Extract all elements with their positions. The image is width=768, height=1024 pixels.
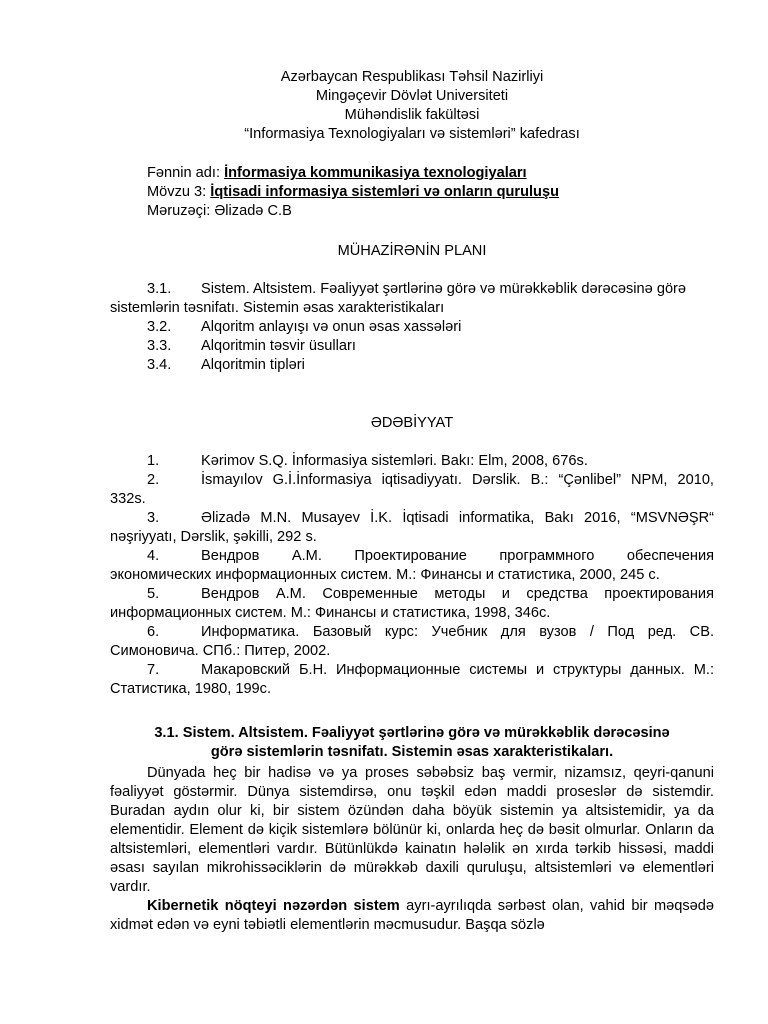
- topic-label: Mövzu 3:: [147, 184, 211, 200]
- plan-item-text: Alqoritmin tipləri: [201, 357, 305, 373]
- section-title-line1: 3.1. Sistem. Altsistem. Fəaliyyət şərtlərinə görə və mürəkkəblik dərəcəsinə: [154, 725, 670, 741]
- literature-list: [110, 452, 714, 699]
- literature-number: 3.: [147, 510, 160, 526]
- literature-number: 2.: [147, 472, 160, 488]
- section-body: [110, 764, 714, 935]
- plan-item-text: Alqoritm anlayışı və onun əsas xassələri: [201, 319, 462, 335]
- literature-item: [110, 585, 714, 623]
- plan-item-text-continued: sistemlərin təsnifatı. Sistemin əsas xarakteristikaları: [110, 300, 445, 316]
- literature-text: Вендров А.М. Современные методы и средства проектирования: [201, 586, 714, 602]
- plan-item-number: 3.1.: [147, 281, 172, 297]
- section-title-line2: görə sistemlərin təsnifatı. Sistemin əsas xarakteristikaları.: [210, 744, 614, 760]
- literature-item: [110, 547, 714, 585]
- literature-text: Вендров А.М. Проектирование программного обеспечения: [201, 548, 714, 564]
- body-paragraph: Dünyada heç bir hadisə və ya proses səbəbsiz baş vermir, nizamsız, qeyri-qanuni fəaliyyət göstərmir. Dünya sistemdirsə, onu təşkil edən maddi proseslər də sistemdir. Buradan aydın olur ki, bir sistem özündən daha böyük sistemin ya altsistemidir, ya da elementidir. Element də kiçik sistemlərə bölünür ki, onlarda heç də bəsit olmurlar. Onların da altsistemləri, elementləri vardır. Bütünlükdə kainatın hələlik ən xırda tərkib hissəsi, maddi əsası sayılan mikrohissəciklərin də mürəkkəb daxili quruluşu, altsistemləri və elementləri vardır.: [110, 765, 714, 895]
- ministry-line: Azərbaycan Respublikası Təhsil Nazirliyi: [280, 69, 544, 85]
- university-line: Mingəçevir Dövlət Universiteti: [315, 88, 509, 104]
- literature-item: [110, 623, 714, 661]
- body-paragraph: [110, 897, 714, 935]
- literature-text-continued: информационных систем. М.: Финансы и статистика, 1998, 346с.: [110, 605, 551, 621]
- topic-row: [147, 183, 714, 202]
- literature-text: Kərimov S.Q. İnformasiya sistemləri. Bakı: Elm, 2008, 676s.: [201, 453, 588, 469]
- department-line: “Informasiya Texnologiyaları və sistemləri” kafedrası: [244, 126, 580, 142]
- faculty-line: Mühəndislik fakültəsi: [344, 107, 480, 123]
- plan-item: [110, 280, 714, 318]
- lecturer-row: [147, 202, 714, 221]
- literature-text: Информатика. Базовый курс: Учебник для вузов / Под ред. СВ.: [201, 624, 714, 640]
- literature-text: İsmayılov G.İ.İnformasiya iqtisadiyyatı. Dərslik. B.: “Çənlibel” NPM, 2010,: [201, 472, 714, 488]
- literature-item: [110, 471, 714, 509]
- section-heading: [110, 724, 714, 762]
- literature-number: 6.: [147, 624, 160, 640]
- literature-title: ƏDƏBİYYAT: [370, 415, 454, 431]
- topic-value: İqtisadi informasiya sistemləri və onların quruluşu: [210, 184, 559, 200]
- plan-item-number: 3.3.: [147, 338, 172, 354]
- plan-item-text: Sistem. Altsistem. Fəaliyyət şərtlərinə görə və mürəkkəblik dərəcəsinə görə: [201, 281, 687, 297]
- definition-text: ayrı-ayrılıqda sərbəst olan, vahid bir məqsədə xidmət edən və eyni təbiətli elementlərin məcmusudur. Başqa sözlə: [110, 898, 714, 933]
- literature-number: 7.: [147, 662, 160, 678]
- subject-value: İnformasiya kommunikasiya texnologiyaları: [224, 165, 527, 181]
- document-header: [110, 68, 714, 144]
- literature-text-continued: Статистика, 1980, 199с.: [110, 681, 272, 697]
- definition-term: Kibernetik nöqteyi nəzərdən sistem: [147, 898, 400, 914]
- literature-item: [110, 509, 714, 547]
- subject-row: [147, 164, 714, 183]
- plan-item-text: Alqoritmin təsvir üsulları: [201, 338, 356, 354]
- literature-text: Макаровский Б.Н. Информационные системы и структуры данных. М.:: [201, 662, 714, 678]
- plan-title: MÜHAZİRƏNİN PLANI: [337, 243, 487, 259]
- literature-item: [110, 661, 714, 699]
- plan-item-number: 3.4.: [147, 357, 172, 373]
- plan-item: [110, 356, 714, 375]
- literature-text-continued: 332s.: [110, 491, 146, 507]
- plan-item-number: 3.2.: [147, 319, 172, 335]
- subject-label: Fənnin adı:: [147, 165, 225, 181]
- lecturer-label: Məruzəçi:: [147, 203, 215, 219]
- literature-item: [110, 452, 714, 471]
- literature-text-continued: Симоновича. СПб.: Питер, 2002.: [110, 643, 331, 659]
- literature-text-continued: nəşriyyatı, Dərslik, şəkilli, 292 s.: [110, 529, 317, 545]
- lecturer-value: Əlizadə C.B: [214, 203, 292, 219]
- plan-list: [110, 280, 714, 375]
- plan-item: [110, 318, 714, 337]
- literature-number: 5.: [147, 586, 160, 602]
- literature-number: 4.: [147, 548, 160, 564]
- plan-item: [110, 337, 714, 356]
- literature-text: Əlizadə M.N. Musayev İ.K. İqtisadi informatika, Bakı 2016, “MSVNƏŞR“: [201, 510, 714, 526]
- literature-text-continued: экономических информационных систем. М.: Финансы и статистика, 2000, 245 с.: [110, 567, 660, 583]
- literature-number: 1.: [147, 453, 160, 469]
- lecture-meta: [147, 164, 714, 221]
